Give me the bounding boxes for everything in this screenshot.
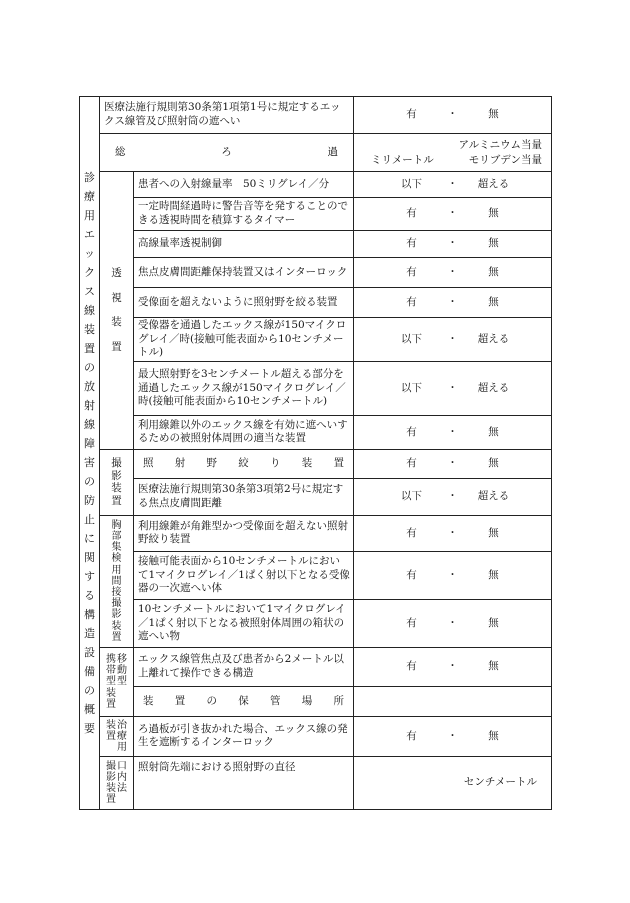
intraoral-field-diameter-value[interactable]	[354, 756, 552, 809]
option-ari[interactable]: 有	[406, 616, 417, 629]
radiography-collimator-value[interactable]	[354, 449, 552, 478]
fluoro-entrance-dose-value[interactable]	[354, 172, 552, 198]
option-ari[interactable]: 有	[406, 568, 417, 581]
option-dot: ・	[447, 207, 458, 220]
option-ari[interactable]: 有	[406, 295, 417, 308]
fluoro-max-field-value[interactable]	[354, 361, 552, 415]
chest-primary-shield-label: 接触可能表面から10センチメートルにおいて1マイクログレイ／1ぱく射以下となる受像器の一次遮へい体	[134, 551, 354, 599]
option-dot: ・	[447, 177, 458, 190]
fluoro-max-field-label: 最大照射野を3センチメートル超える部分を通過したエックス線が150マイクログレイ／時(接触可能表面から10センチメートル)	[134, 361, 354, 415]
option-dot: ・	[447, 568, 458, 581]
option-nashi[interactable]: 無	[488, 265, 499, 278]
option-nashi[interactable]: 無	[488, 207, 499, 220]
fluoro-surrounding-shield-value[interactable]	[354, 415, 552, 449]
unit-mm: ミリメートル	[371, 153, 434, 166]
option-dot: ・	[447, 526, 458, 539]
row-tube-shielding-value[interactable]	[354, 97, 552, 134]
radiography-fsd-label: 医療法施行規則第30条第3項第2号に規定する焦点皮膚間距離	[134, 478, 354, 515]
option-ari[interactable]: 有	[406, 425, 417, 438]
option-ari[interactable]: 有	[406, 207, 417, 220]
fluoro-entrance-dose-label: 患者への入射線量率 50ミリグレイ／分	[134, 172, 354, 198]
option-ari[interactable]: 有	[406, 729, 417, 742]
fluoro-surrounding-shield-label: 利用線錐以外のエックス線を有効に遮へいするための被照射体周囲の適当な装置	[134, 415, 354, 449]
option-nashi[interactable]: 無	[488, 295, 499, 308]
fluoro-receptor-transmission-label: 受像器を通過したエックス線が150マイクログレイ／時(接触可能表面から10センチメートル)	[134, 318, 354, 362]
option-nashi[interactable]: 無	[488, 568, 499, 581]
option-ari[interactable]: 有	[406, 265, 417, 278]
option-dot: ・	[447, 332, 458, 345]
fluoro-timer-value[interactable]	[354, 198, 552, 231]
group-therapy: 装 置 治 療 用	[100, 716, 134, 756]
mobile-storage-location-label: 装 置 の 保 管 場 所	[134, 686, 354, 716]
group-mobile-portable: 携 帯 型 装 置 移 動 型	[100, 647, 134, 716]
therapy-filter-interlock-value[interactable]	[354, 716, 552, 756]
group-intraoral: 撮 影 装 置 口 内 法	[100, 756, 134, 809]
total-filtration-value[interactable]	[354, 134, 552, 172]
option-ari[interactable]: 有	[406, 237, 417, 250]
option-ari[interactable]: 有	[406, 108, 417, 121]
option-nashi[interactable]: 無	[488, 616, 499, 629]
option-dot: ・	[447, 108, 458, 121]
option-dot: ・	[447, 381, 458, 394]
option-nashi[interactable]: 無	[488, 237, 499, 250]
radiography-collimator-label: 照 射 野 絞 り 装 置	[134, 449, 354, 478]
option-nashi[interactable]: 無	[488, 660, 499, 673]
option-koeru[interactable]: 超える	[477, 177, 510, 190]
chest-collimator-label: 利用線錐が角錐型かつ受像面を超えない照射野絞り装置	[134, 515, 354, 551]
chest-box-shield-value[interactable]	[354, 599, 552, 647]
option-dot: ・	[447, 265, 458, 278]
option-ari[interactable]: 有	[406, 457, 417, 470]
option-dot: ・	[447, 425, 458, 438]
option-dot: ・	[447, 295, 458, 308]
total-filtration-label: 総 ろ 過	[100, 134, 354, 172]
option-nashi[interactable]: 無	[488, 108, 499, 121]
chest-primary-shield-value[interactable]	[354, 551, 552, 599]
option-koeru[interactable]: 超える	[477, 490, 510, 503]
option-nashi[interactable]: 無	[488, 457, 499, 470]
unit-cm: センチメートル	[463, 776, 537, 789]
option-koeru[interactable]: 超える	[477, 332, 510, 345]
mobile-storage-location-value[interactable]	[354, 686, 552, 716]
group-chest-screening: 胸 部 集 検 用 間 接 撮 影 装 置	[100, 515, 134, 647]
option-ika[interactable]: 以下	[401, 490, 422, 503]
option-dot: ・	[447, 660, 458, 673]
unit-aluminum: アルミニウム当量	[458, 139, 542, 152]
structure-form-table	[79, 96, 552, 810]
therapy-filter-interlock-label: ろ過板が引き抜かれた場合、エックス線の発生を遮断するインターロック	[134, 716, 354, 756]
option-ari[interactable]: 有	[406, 660, 417, 673]
option-ika[interactable]: 以下	[401, 177, 422, 190]
row-tube-shielding-label: 医療法施行規則第30条第1項第1号に規定するエックス線管及び照射筒の遮へい	[100, 97, 354, 134]
fluoro-timer-label: 一定時間経過時に警告音等を発することのできる透視時間を積算するタイマー	[134, 198, 354, 231]
fluoro-collimator-value[interactable]	[354, 288, 552, 318]
fluoro-high-rate-value[interactable]	[354, 231, 552, 258]
option-ika[interactable]: 以下	[401, 381, 422, 394]
option-nashi[interactable]: 無	[488, 425, 499, 438]
fluoro-collimator-label: 受像面を超えないように照射野を絞る装置	[134, 288, 354, 318]
radiography-fsd-value[interactable]	[354, 478, 552, 515]
fluoro-high-rate-label: 高線量率透視制御	[134, 231, 354, 258]
option-dot: ・	[447, 237, 458, 250]
unit-molybdenum: モリブデン当量	[468, 153, 542, 166]
option-koeru[interactable]: 超える	[477, 381, 510, 394]
chest-collimator-value[interactable]	[354, 515, 552, 551]
option-ari[interactable]: 有	[406, 526, 417, 539]
fluoro-fsd-interlock-value[interactable]	[354, 258, 552, 288]
fluoro-fsd-interlock-label: 焦点皮膚間距離保持装置又はインターロック	[134, 258, 354, 288]
option-dot: ・	[447, 457, 458, 470]
left-column-title: 診 療 用 エ ッ ク ス 線 装 置 の 放 射 線 障 害 の 防 止 に 関 す る 構 造 設 備 の 概 要	[80, 97, 100, 810]
intraoral-field-diameter-label: 照射筒先端における照射野の直径	[134, 756, 354, 809]
option-dot: ・	[447, 616, 458, 629]
option-dot: ・	[447, 490, 458, 503]
option-nashi[interactable]: 無	[488, 526, 499, 539]
mobile-remote-operation-value[interactable]	[354, 647, 552, 686]
chest-box-shield-label: 10センチメートルにおいて1マイクログレイ／1ぱく射以下となる被照射体周囲の箱状の遮へい物	[134, 599, 354, 647]
mobile-remote-operation-label: エックス線管焦点及び患者から2メートル以上離れて操作できる構造	[134, 647, 354, 686]
group-radiography: 撮 影 装 置	[100, 449, 134, 515]
group-fluoroscopy: 透 視 装 置	[100, 172, 134, 450]
option-ika[interactable]: 以下	[401, 332, 422, 345]
option-dot: ・	[447, 729, 458, 742]
fluoro-receptor-transmission-value[interactable]	[354, 318, 552, 362]
option-nashi[interactable]: 無	[488, 729, 499, 742]
